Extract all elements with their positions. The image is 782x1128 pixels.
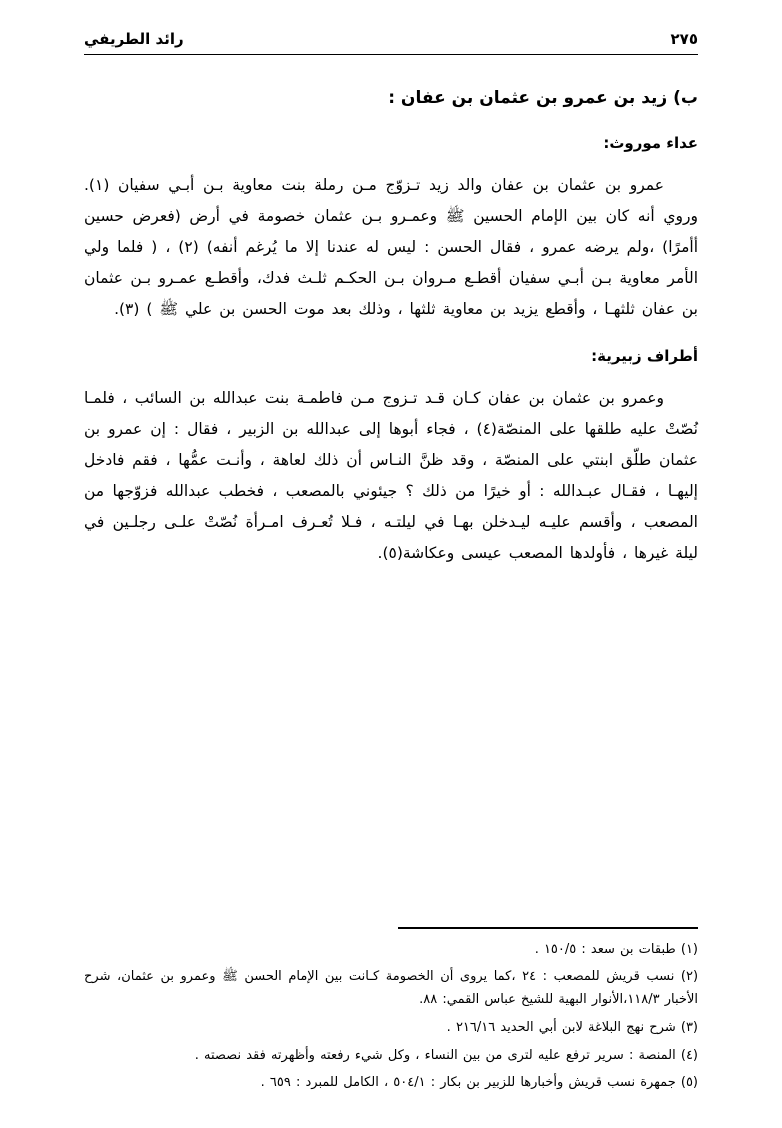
subsection-title-1: عداء موروث: [603,134,698,152]
subsection-title-2: أطراف زبيرية: [591,347,698,365]
footnote-item: (٣) شرح نهج البلاغة لابن أبي الحديد ٢١٦/١٦ . [446,1019,698,1035]
subsection-paragraph-2: وعمرو بن عثمان بن عفان كـان قـد تـزوج مـن فاطمـة بنت عبدالله بن السائب ، فلمـا نُصّتْ عليه طلقها على المنصّة(٤) ، فجاء أبوها إلى عبدالله بن الزبير ، فقال : إن عمرو بن عثمان طلّق ابنتي على المنصّة ، وقد ظنَّ النـاس أن ذلك لعاهة ، وأنـت عمُّها ، فقم فادخل إليهـا ، فقـال عبـدالله : أو خيرًا من ذلك ؟ جيئوني بالمصعب ، فخطب عبدالله فزوّجها من المصعب ، وأقسم عليـه ليـدخلن بهـا في ليلتـه ، فـلا تُعـرف امـرأة نُصّتْ علـى رجلـين في ليلة غيرها ، فأولدها المصعب عيسى وعكاشة(٥). [84,389,698,562]
page-content [84,88,698,591]
section-title: ب) زيد بن عمرو بن عثمان بن عفان : [388,88,698,108]
footnote-item: (٤) المنصة : سرير ترفع عليه لترى من بين النساء ، وكل شيء رفعته وأظهرته فقد نصصته . [194,1047,698,1063]
footnote-item: (٥) جمهرة نسب قريش وأخبارها للزبير بن بكار : ٥٠٤/١ ، الكامل للمبرد : ٦٥٩ . [260,1075,698,1091]
footnote-item: (١) طبقات بن سعد : ١٥٠/٥ . [534,941,698,957]
header-author: رائد الطريفي [84,30,184,48]
header-page-number: ٢٧٥ [670,30,698,48]
subsection-paragraph-1: عمرو بن عثمان بن عفان والد زيد تـزوّج مـن رملة بنت معاوية بـن أبـي سفيان (١). وروي أنه كان بين الإمام الحسين ﷺ وعمـرو بـن عثمان خصومة في أرض (فعرض حسين أأمرًا) ،ولم يرضه عمرو ، فقال الحسن : ليس له عندنا إلا ما يُرغم أنفه) (٢) ، ( فلما ولي الأمر معاوية بـن أبـي سفيان أقطـع مـروان بـن الحكـم ثلـث فدك، وأقطـع عمـرو بـن عثمان بن عفان ثلثهـا ، وأقطع يزيد بن معاوية ثلثها ، وذلك بعد موت الحسن بن علي ﷺ ) (٣). [84,176,699,318]
footnote-separator [398,927,698,928]
footnotes-block [84,927,698,1100]
footnote-item: (٢) نسب قريش للمصعب : ٢٤ ،كما يروى أن الخصومة كـانت بين الإمام الحسن ﷺ وعمرو بن عثمان، شرح الأخبار ١١٨/٣،الأنوار البهية للشيخ عباس القمي: ٨٨. [84,969,699,1007]
page-header [84,30,698,55]
